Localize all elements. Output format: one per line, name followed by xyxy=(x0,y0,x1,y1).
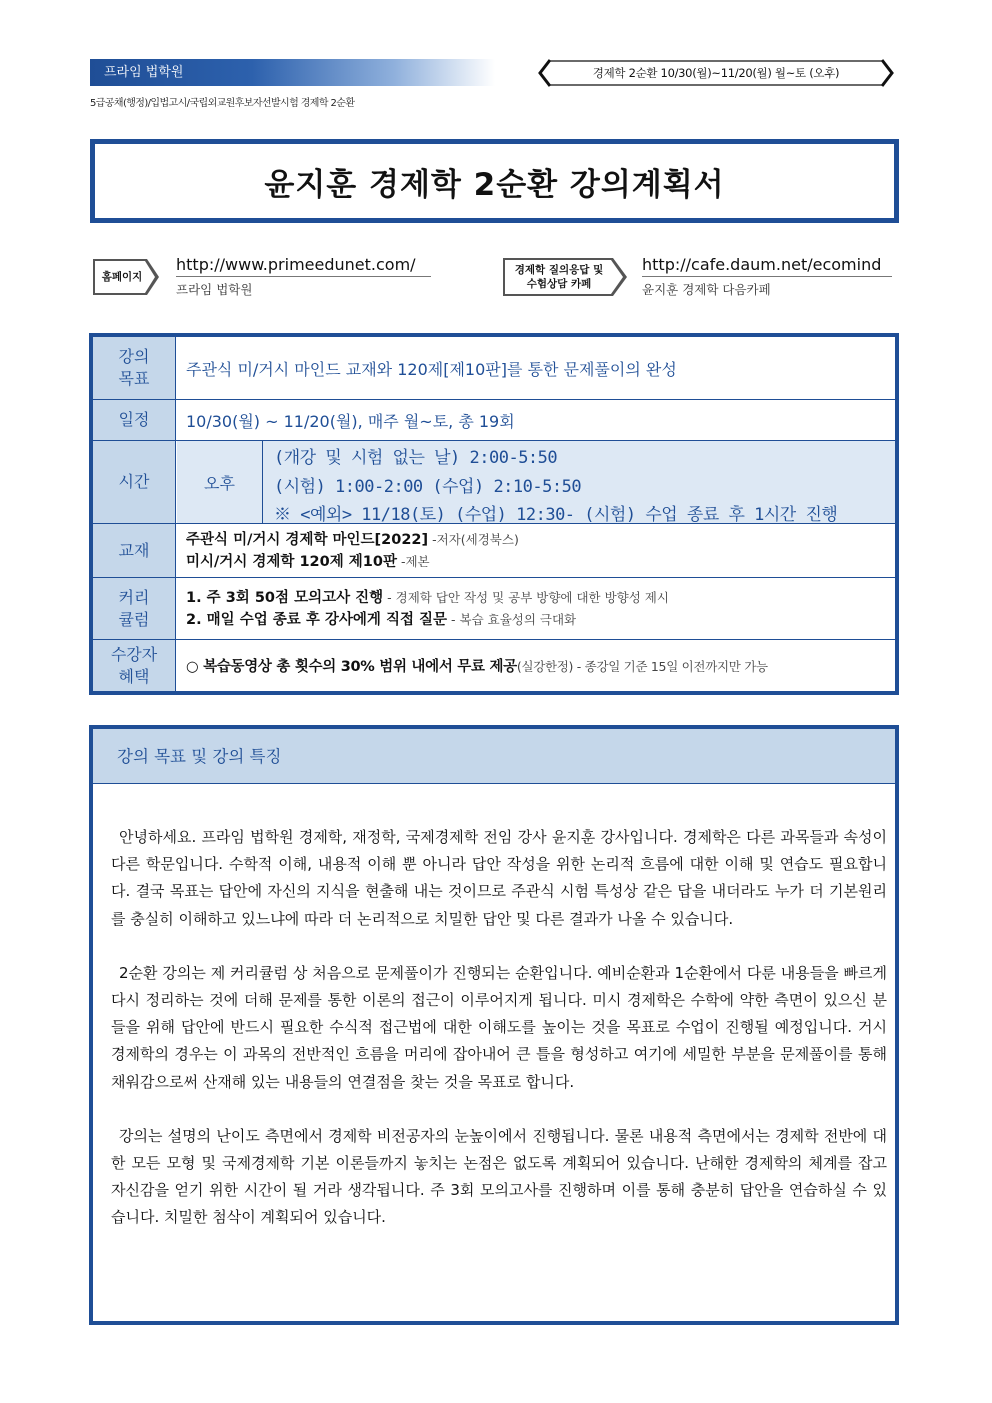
course-goal-section xyxy=(89,725,899,1325)
goal-section-body xyxy=(111,824,887,1259)
curriculum-label: 커리 큘럼 xyxy=(93,578,176,639)
goal-value: 주관식 미/거시 마인드 교재와 120제[제10판]를 통한 문제풀이의 완성 xyxy=(186,359,677,379)
goal-section-heading: 강의 목표 및 강의 특징 xyxy=(93,729,895,784)
row-goal xyxy=(93,337,895,400)
benefit-value: ○ 복습동영상 총 횟수의 30% 범위 내에서 무료 제공 (실강한정) - 종강일 기준 15일 이전까지만 가능 xyxy=(186,658,768,675)
exam-subtitle: 5급공채(행정)/입법고시/국립외교원후보자선발시험 경제학 2순환 xyxy=(90,98,355,109)
curriculum-list: 1. 주 3회 50점 모의고사 진행 - 경제학 답안 작성 및 공부 방향에 대한 방향성 제시 2. 매일 수업 종료 후 강사에게 직접 질문 - 복습 효율성의 극대화 xyxy=(186,589,669,628)
cafe-link[interactable]: http://cafe.daum.net/ecomind xyxy=(642,255,892,277)
time-period: 오후 xyxy=(177,441,263,523)
schedule-badge xyxy=(536,58,896,88)
homepage-tag-label: 홈페이지 xyxy=(101,270,143,283)
title-box xyxy=(90,139,899,223)
page-title: 윤지훈 경제학 2순환 강의계획서 xyxy=(264,166,725,203)
schedule-value: 10/30(월) ~ 11/20(월), 매주 월~토, 총 19회 xyxy=(186,411,515,431)
benefit-label: 수강자 혜택 xyxy=(93,640,176,691)
row-curriculum xyxy=(93,578,895,640)
homepage-link[interactable]: http://www.primeedunet.com/ xyxy=(176,255,431,277)
cafe-tag-label: 경제학 질의응답 및 수험상담 카페 xyxy=(514,263,604,290)
textbook-list: 주관식 미/거시 경제학 마인드[2022] -저자(세경북스) 미시/거시 경제학 120제 제10판 -제본 xyxy=(186,531,519,570)
brand-name: 프라임 법학원 xyxy=(104,65,184,80)
goal-paragraph: 2순환 강의는 제 커리큘럼 상 처음으로 문제풀이가 진행되는 순환입니다. 예비순환과 1순환에서 다룬 내용들을 빠르게 다시 정리하는 것에 더해 문제를 통한 이론의 접근이 이루어지게 됩니다. 미시 경제학은 수학에 약한 측면이 있으신 분들을 위해 답안에 반드시 필요한 수식적 접근법에 대한 이해도를 높이는 것을 목표로 수업이 진행될 예정입니다. 거시 경제학의 경우는 이 과목의 전반적인 흐름을 머리에 잡아내어 큰 틀을 형성하고 여기에 세밀한 부분을 문제풀이를 통해 채워감으로써 산재해 있는 내용들의 연결점을 찾는 것을 목표로 합니다. xyxy=(111,963,887,1091)
brand-banner xyxy=(90,59,495,86)
homepage-desc: 프라임 법학원 xyxy=(176,282,253,297)
schedule-text: 경제학 2순환 10/30(월)~11/20(월) 월~토 (오후) xyxy=(592,66,840,80)
textbook-label: 교재 xyxy=(93,524,176,577)
goal-label: 강의 목표 xyxy=(93,337,176,399)
time-label: 시간 xyxy=(93,441,176,523)
row-schedule xyxy=(93,400,895,441)
row-benefit xyxy=(93,640,895,691)
goal-paragraph: 안녕하세요. 프라임 법학원 경제학, 재정학, 국제경제학 전임 강사 윤지훈 강사입니다. 경제학은 다른 과목들과 속성이 다른 학문입니다. 수학적 이해, 내용적 이해 뿐 아니라 답안 작성을 위한 논리적 흐름에 대한 이해 및 연습도 필요합니다. 결국 목표는 답안에 자신의 지식을 현출해 내는 것이므로 주관식 시험 특성상 같은 답을 내더라도 누가 더 기본원리를 충실히 이해하고 있느냐에 따라 더 논리적으로 치밀한 답안 및 다른 결과가 나올 수 있습니다. xyxy=(111,828,887,928)
time-details: (개강 및 시험 없는 날) 2:00-5:50 (시험) 1:00-2:00 (수업) 2:10-5:50 ※ <예외> 11/18(토) (수업) 12:30- (시험) 수업 종료 후 1시간 진행 xyxy=(274,448,838,525)
cafe-tag xyxy=(501,256,629,298)
goal-paragraph: 강의는 설명의 난이도 측면에서 경제학 비전공자의 눈높이에서 진행됩니다. 물론 내용적 측면에서는 경제학 전반에 대한 모든 모형 및 국제경제학 기본 이론들까지 놓치는 논점은 없도록 계획되어 있습니다. 난해한 경제학의 체계를 잡고 자신감을 얻기 위한 시간이 될 거라 생각됩니다. 주 3회 모의고사를 진행하며 이를 통해 충분히 답안을 연습하실 수 있습니다. 치밀한 첨삭이 계획되어 있습니다. xyxy=(111,1126,887,1227)
schedule-label: 일정 xyxy=(93,400,176,440)
row-textbook xyxy=(93,524,895,578)
course-info-table xyxy=(89,333,899,695)
homepage-tag xyxy=(91,257,161,297)
cafe-desc: 윤지훈 경제학 다음카페 xyxy=(642,282,771,297)
row-time xyxy=(93,441,895,524)
